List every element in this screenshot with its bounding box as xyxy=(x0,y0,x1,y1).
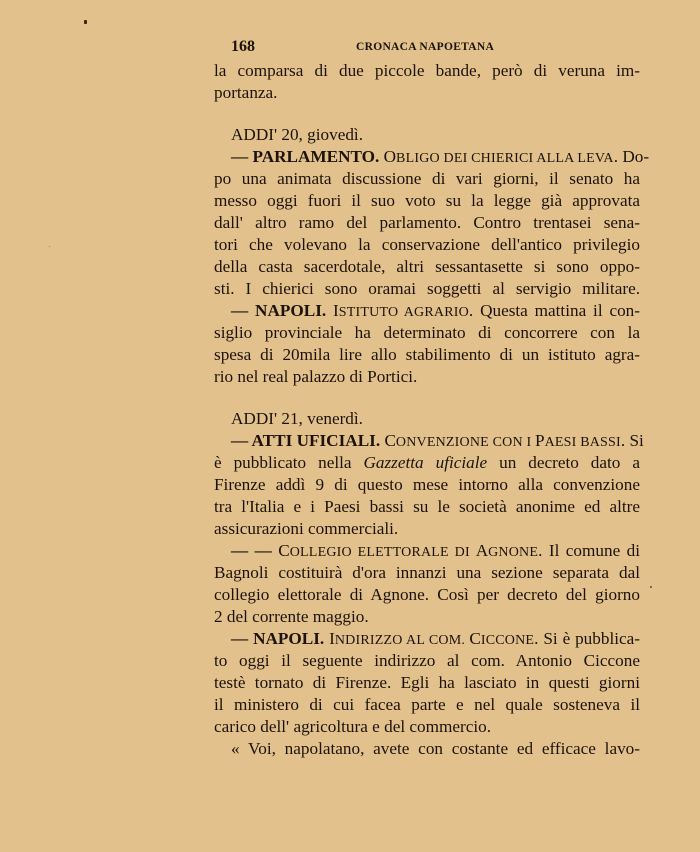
text-line: Firenze addì 9 di questo mese intorno alla convenzione xyxy=(214,475,640,494)
item-heading: ISTITUTO AGRARIO xyxy=(333,301,469,320)
section-lead: — PARLAMENTO. xyxy=(231,147,380,166)
news-item-atti-uficiali xyxy=(214,430,644,540)
scan-speck xyxy=(650,586,652,588)
text-line: — NAPOLI. ISTITUTO AGRARIO. Questa mattina il con- xyxy=(231,301,640,320)
text-line: portanza. xyxy=(214,83,278,102)
text-line: « Voi, napolatano, avete con costante ed efficace lavo- xyxy=(231,739,640,758)
text-line: sti. I chierici sono oramai soggetti al servigio militare. xyxy=(214,279,640,298)
item-heading: COLLEGIO ELETTORALE DI AGNONE xyxy=(278,541,539,560)
running-head xyxy=(214,38,640,60)
quoted-address xyxy=(214,738,640,760)
publication-title: Gazzetta uficiale xyxy=(363,453,488,472)
news-item-collegio-agnone xyxy=(214,540,640,628)
text-line: — — COLLEGIO ELETTORALE DI AGNONE. Il comune di xyxy=(231,541,641,560)
text-line: to oggi il seguente indirizzo al com. Antonio Ciccone xyxy=(214,651,640,670)
text-line: rio nel real palazzo di Portici. xyxy=(214,367,418,386)
text-line: Bagnoli costituirà d'ora innanzi una sezione separata dal xyxy=(214,563,640,582)
text-line: dall' altro ramo del parlamento. Contro trentasei sena- xyxy=(214,213,640,232)
text-line: po una animata discussione di vari giorni, il senato ha xyxy=(214,169,640,188)
date-heading: ADDI' 20, giovedì. xyxy=(231,125,363,144)
text-line: assicurazioni commerciali. xyxy=(214,519,399,538)
text-line: — NAPOLI. INDIRIZZO AL COM. CICCONE. Si è pubblica- xyxy=(231,629,640,648)
text-line: la comparsa di due piccole bande, però di veruna im- xyxy=(214,61,640,80)
news-item-istituto-agrario xyxy=(214,300,640,388)
text-line: collegio elettorale di Agnone. Così per decreto del giorno xyxy=(214,585,640,604)
page-number: 168 xyxy=(231,38,255,55)
scan-speck xyxy=(49,246,50,247)
text-line: — ATTI UFICIALI. CONVENZIONE CON I PAESI BASSI. Si xyxy=(231,431,644,450)
text-line: spesa di 20mila lire allo stabilimento di un istituto agra- xyxy=(214,345,640,364)
text-line: testè tornato di Firenze. Egli ha lasciato in questi giorni xyxy=(214,673,640,692)
section-lead: — — xyxy=(231,541,272,560)
text-line: — PARLAMENTO. OBLIGO DEI CHIERICI ALLA LEVA. Do- xyxy=(231,147,650,166)
text-line: messo oggi fuori il suo voto su la legge già approvata xyxy=(214,191,640,210)
text-line: è pubblicato nella Gazzetta uficiale un decreto dato a xyxy=(214,453,640,472)
item-heading: CONVENZIONE CON I PAESI BASSI xyxy=(384,431,621,450)
date-heading: ADDI' 21, venerdì. xyxy=(231,409,363,428)
text-line: tra l'Italia e i Paesi bassi su le società anonime ed altre xyxy=(214,497,640,516)
paragraph-continuation xyxy=(214,60,640,104)
scan-speck xyxy=(84,20,87,24)
news-item-indirizzo-ciccone xyxy=(214,628,640,738)
running-title: CRONACA NAPOETANA xyxy=(356,41,495,53)
section-lead: — ATTI UFICIALI. xyxy=(231,431,381,450)
news-item-parlamento xyxy=(214,146,650,300)
text-line: tori che volevano la conservazione dell'antico privilegio xyxy=(214,235,640,254)
text-line: 2 del corrente maggio. xyxy=(214,607,369,626)
text-line: della casta sacerdotale, altri sessantasette si sono oppo- xyxy=(214,257,640,276)
text-line: il ministero di cui facea parte e nel quale sosteneva il xyxy=(214,695,640,714)
text-line: siglio provinciale ha determinato di concorrere con la xyxy=(214,323,640,342)
item-heading: INDIRIZZO AL COM. CICCONE xyxy=(329,629,535,648)
text-line: carico dell' agricoltura e del commercio. xyxy=(214,717,492,736)
book-page xyxy=(214,38,650,760)
section-lead: — NAPOLI. xyxy=(231,629,325,648)
item-heading: OBLIGO DEI CHIERICI ALLA LEVA xyxy=(383,147,614,166)
section-lead: — NAPOLI. xyxy=(231,301,327,320)
